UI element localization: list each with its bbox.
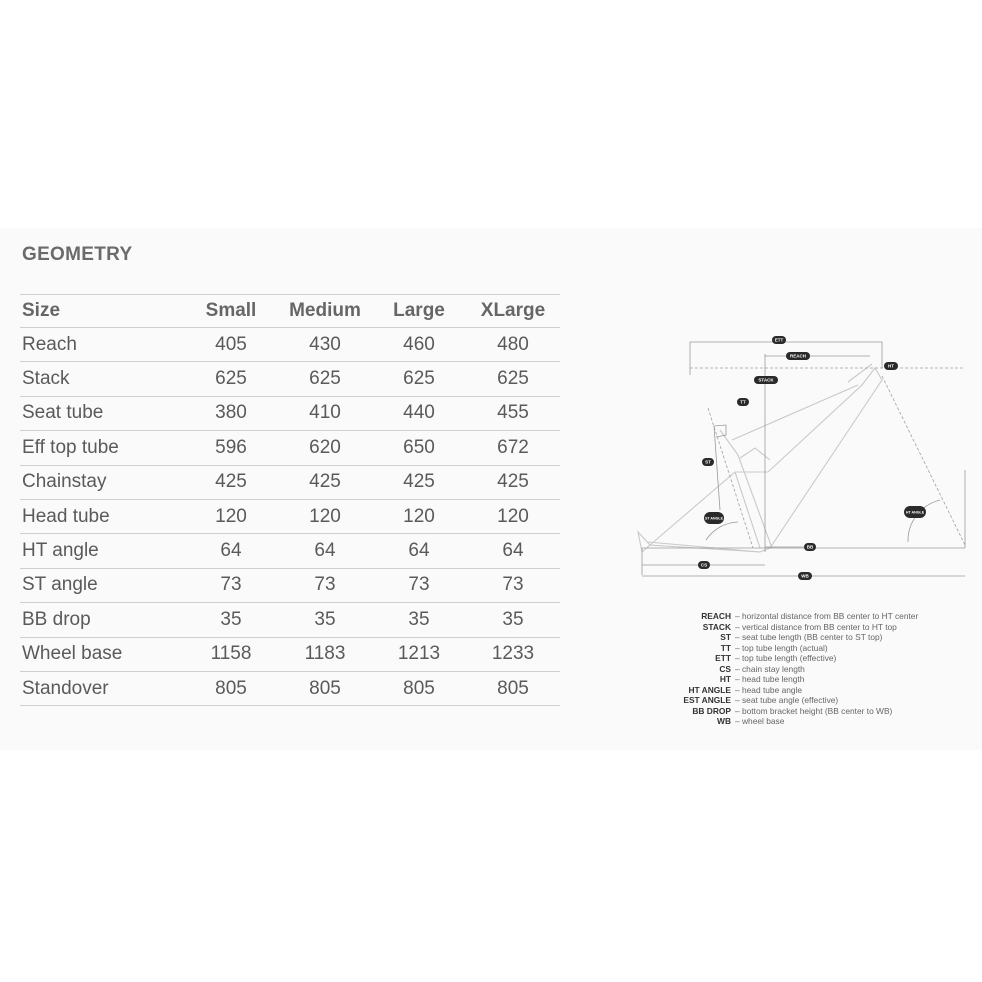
cell-value: 1233 <box>466 637 560 671</box>
cell-value: 35 <box>184 603 278 637</box>
legend-description: – head tube angle <box>735 684 803 695</box>
cell-value: 120 <box>372 499 466 533</box>
ett-label-text: ETT <box>774 337 784 343</box>
table-row <box>20 362 560 396</box>
row-label: Wheel base <box>20 637 184 671</box>
cell-value: 35 <box>466 603 560 637</box>
cell-value: 460 <box>372 328 466 362</box>
legend-item <box>620 611 960 622</box>
cell-value: 620 <box>278 431 372 465</box>
legend-description: – seat tube angle (effective) <box>735 695 839 705</box>
table-row <box>20 568 560 602</box>
legend-description: – seat tube length (BB center to ST top) <box>735 632 883 642</box>
cell-value: 64 <box>278 534 372 568</box>
dimension-label-ett <box>772 336 786 344</box>
row-label: BB drop <box>20 603 184 637</box>
cell-value: 625 <box>278 362 372 396</box>
cell-value: 805 <box>184 671 278 705</box>
cell-value: 64 <box>184 534 278 568</box>
dimension-label-ht-angle <box>904 506 926 518</box>
cell-value: 672 <box>466 431 560 465</box>
legend-description: – chain stay length <box>735 663 805 674</box>
legend-description: – horizontal distance from BB center to HT center <box>735 611 919 621</box>
row-label: Eff top tube <box>20 431 184 465</box>
cell-value: 805 <box>466 671 560 705</box>
dimension-label-stack <box>754 376 778 384</box>
cell-value: 35 <box>278 603 372 637</box>
table-row <box>20 637 560 671</box>
reach-label-text: REACH <box>789 353 807 359</box>
cell-value: 35 <box>372 603 466 637</box>
table-row <box>20 671 560 705</box>
row-label: Stack <box>20 362 184 396</box>
cell-value: 380 <box>184 396 278 430</box>
legend-key: HT <box>719 674 731 684</box>
column-header-medium: Medium <box>278 295 372 328</box>
cell-value: 1213 <box>372 637 466 671</box>
cell-value: 64 <box>372 534 466 568</box>
dimension-label-reach <box>786 352 810 360</box>
cell-value: 120 <box>466 499 560 533</box>
table-row <box>20 534 560 568</box>
section-title: GEOMETRY <box>22 244 133 265</box>
legend-item <box>620 706 960 717</box>
cell-value: 596 <box>184 431 278 465</box>
row-label: Standover <box>20 671 184 705</box>
legend-key: BB DROP <box>692 705 731 716</box>
table-header-row <box>20 295 560 328</box>
dimension-lines <box>642 342 965 576</box>
legend-item <box>620 716 960 727</box>
cell-value: 405 <box>184 328 278 362</box>
legend-key: EST ANGLE <box>683 695 731 705</box>
legend-key: WB <box>717 716 731 726</box>
cell-value: 73 <box>278 568 372 602</box>
cell-value: 650 <box>372 431 466 465</box>
cell-value: 480 <box>466 328 560 362</box>
legend-item <box>620 674 960 685</box>
row-label: Reach <box>20 328 184 362</box>
cell-value: 1158 <box>184 637 278 671</box>
bike-frame-outline <box>638 364 882 552</box>
cell-value: 410 <box>278 396 372 430</box>
legend-item <box>620 664 960 675</box>
legend-description: – top tube length (actual) <box>735 642 828 653</box>
cell-value: 64 <box>466 534 560 568</box>
cell-value: 625 <box>372 362 466 396</box>
row-label: ST angle <box>20 568 184 602</box>
stack-label-text: STACK <box>758 377 774 383</box>
dimension-label-st-angle <box>704 512 724 524</box>
column-header-large: Large <box>372 295 466 328</box>
legend-key: STACK <box>702 621 731 632</box>
table-row <box>20 465 560 499</box>
legend-description: – vertical distance from BB center to HT top <box>735 621 897 632</box>
cell-value: 425 <box>466 465 560 499</box>
dimension-label-tt <box>737 398 749 406</box>
legend-item <box>620 685 960 696</box>
geometry-table <box>20 294 560 706</box>
dimension-label-st <box>702 458 714 466</box>
cs-label-text: CS <box>700 562 708 568</box>
legend-key: HT ANGLE <box>688 684 731 695</box>
cell-value: 73 <box>372 568 466 602</box>
st-label-text: ST <box>705 459 711 465</box>
cell-value: 440 <box>372 396 466 430</box>
cell-value: 120 <box>278 499 372 533</box>
cell-value: 425 <box>372 465 466 499</box>
cell-value: 805 <box>278 671 372 705</box>
table-row <box>20 603 560 637</box>
diagram-legend <box>620 611 960 727</box>
column-header-size: Size <box>20 295 184 328</box>
row-label: Head tube <box>20 499 184 533</box>
column-header-small: Small <box>184 295 278 328</box>
legend-description: – head tube length <box>735 674 805 684</box>
dimension-label-bb <box>804 543 816 551</box>
cell-value: 805 <box>372 671 466 705</box>
legend-item <box>620 643 960 654</box>
cell-value: 625 <box>466 362 560 396</box>
legend-key: TT <box>720 642 731 653</box>
geometry-diagram <box>620 290 982 590</box>
dimension-label-cs <box>698 561 710 569</box>
table-row <box>20 431 560 465</box>
legend-key: ST <box>720 632 731 642</box>
ht-angle-label-text: HT ANGLE <box>905 510 925 515</box>
legend-item <box>620 653 960 664</box>
st-angle-label-text: ST ANGLE <box>704 516 724 521</box>
table-row <box>20 499 560 533</box>
bb-label-text: BB <box>806 544 814 550</box>
legend-key: REACH <box>701 611 731 621</box>
cell-value: 425 <box>278 465 372 499</box>
legend-description: – top tube length (effective) <box>735 653 837 663</box>
column-header-xlarge: XLarge <box>466 295 560 328</box>
row-label: HT angle <box>20 534 184 568</box>
legend-description: – wheel base <box>735 716 785 726</box>
legend-item <box>620 622 960 633</box>
row-label: Chainstay <box>20 465 184 499</box>
cell-value: 430 <box>278 328 372 362</box>
frame-diagram-svg <box>620 290 982 590</box>
row-label: Seat tube <box>20 396 184 430</box>
cell-value: 455 <box>466 396 560 430</box>
cell-value: 73 <box>466 568 560 602</box>
legend-key: CS <box>719 663 731 674</box>
table-row <box>20 396 560 430</box>
cell-value: 120 <box>184 499 278 533</box>
ht-label-text: HT <box>888 363 894 369</box>
wb-label-text: WB <box>801 573 809 579</box>
dimension-label-wb <box>798 572 812 580</box>
cell-value: 425 <box>184 465 278 499</box>
legend-item <box>620 695 960 706</box>
legend-key: ETT <box>715 653 731 663</box>
table-row <box>20 328 560 362</box>
legend-description: – bottom bracket height (BB center to WB) <box>735 705 893 716</box>
legend-item <box>620 632 960 643</box>
tt-label-text: TT <box>740 399 746 405</box>
dimension-label-ht <box>884 362 898 370</box>
cell-value: 73 <box>184 568 278 602</box>
cell-value: 625 <box>184 362 278 396</box>
cell-value: 1183 <box>278 637 372 671</box>
